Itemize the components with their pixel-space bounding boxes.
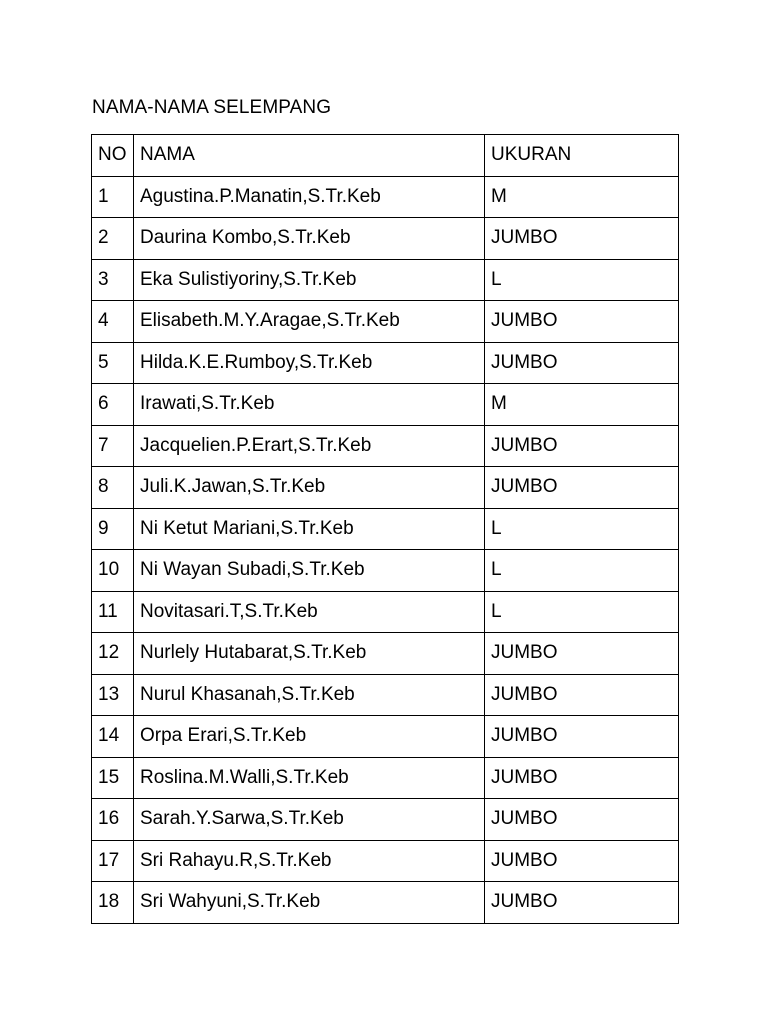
- header-no: NO: [92, 135, 134, 177]
- table-body: [92, 135, 679, 924]
- cell-ukuran: JUMBO: [485, 425, 679, 467]
- page-title: NAMA-NAMA SELEMPANG: [92, 97, 332, 118]
- table-row: [92, 259, 679, 301]
- cell-nama: Daurina Kombo,S.Tr.Keb: [134, 218, 485, 260]
- cell-no: 14: [92, 716, 134, 758]
- cell-no: 11: [92, 591, 134, 633]
- cell-nama: Hilda.K.E.Rumboy,S.Tr.Keb: [134, 342, 485, 384]
- cell-no: 15: [92, 757, 134, 799]
- cell-nama: Agustina.P.Manatin,S.Tr.Keb: [134, 176, 485, 218]
- cell-ukuran: JUMBO: [485, 757, 679, 799]
- cell-ukuran: JUMBO: [485, 799, 679, 841]
- cell-nama: Novitasari.T,S.Tr.Keb: [134, 591, 485, 633]
- cell-ukuran: M: [485, 384, 679, 426]
- cell-ukuran: M: [485, 176, 679, 218]
- cell-nama: Orpa Erari,S.Tr.Keb: [134, 716, 485, 758]
- cell-no: 18: [92, 882, 134, 924]
- table-row: [92, 467, 679, 509]
- table-row: [92, 716, 679, 758]
- header-nama: NAMA: [134, 135, 485, 177]
- cell-nama: Eka Sulistiyoriny,S.Tr.Keb: [134, 259, 485, 301]
- table-row: [92, 757, 679, 799]
- table-row: [92, 384, 679, 426]
- cell-no: 4: [92, 301, 134, 343]
- header-ukuran: UKURAN: [485, 135, 679, 177]
- cell-ukuran: L: [485, 550, 679, 592]
- cell-nama: Elisabeth.M.Y.Aragae,S.Tr.Keb: [134, 301, 485, 343]
- table-row: [92, 425, 679, 467]
- table-header-row: [92, 135, 679, 177]
- cell-nama: Sri Rahayu.R,S.Tr.Keb: [134, 840, 485, 882]
- cell-nama: Ni Ketut Mariani,S.Tr.Keb: [134, 508, 485, 550]
- cell-nama: Nurul Khasanah,S.Tr.Keb: [134, 674, 485, 716]
- cell-ukuran: JUMBO: [485, 218, 679, 260]
- cell-ukuran: JUMBO: [485, 674, 679, 716]
- cell-no: 8: [92, 467, 134, 509]
- table-row: [92, 633, 679, 675]
- cell-ukuran: JUMBO: [485, 342, 679, 384]
- cell-nama: Ni Wayan Subadi,S.Tr.Keb: [134, 550, 485, 592]
- cell-ukuran: JUMBO: [485, 301, 679, 343]
- cell-no: 5: [92, 342, 134, 384]
- cell-ukuran: L: [485, 591, 679, 633]
- cell-nama: Nurlely Hutabarat,S.Tr.Keb: [134, 633, 485, 675]
- table-row: [92, 550, 679, 592]
- cell-ukuran: JUMBO: [485, 840, 679, 882]
- selempang-table: [91, 134, 679, 924]
- cell-no: 6: [92, 384, 134, 426]
- table-row: [92, 799, 679, 841]
- table-row: [92, 840, 679, 882]
- table-row: [92, 882, 679, 924]
- cell-no: 16: [92, 799, 134, 841]
- cell-nama: Sarah.Y.Sarwa,S.Tr.Keb: [134, 799, 485, 841]
- table-row: [92, 342, 679, 384]
- table-row: [92, 591, 679, 633]
- cell-no: 9: [92, 508, 134, 550]
- cell-nama: Sri Wahyuni,S.Tr.Keb: [134, 882, 485, 924]
- cell-no: 13: [92, 674, 134, 716]
- cell-no: 7: [92, 425, 134, 467]
- cell-no: 3: [92, 259, 134, 301]
- cell-no: 1: [92, 176, 134, 218]
- table-row: [92, 176, 679, 218]
- cell-ukuran: JUMBO: [485, 716, 679, 758]
- cell-nama: Jacquelien.P.Erart,S.Tr.Keb: [134, 425, 485, 467]
- table-row: [92, 218, 679, 260]
- cell-nama: Juli.K.Jawan,S.Tr.Keb: [134, 467, 485, 509]
- cell-nama: Irawati,S.Tr.Keb: [134, 384, 485, 426]
- cell-ukuran: L: [485, 508, 679, 550]
- cell-no: 17: [92, 840, 134, 882]
- cell-no: 12: [92, 633, 134, 675]
- table-row: [92, 301, 679, 343]
- cell-ukuran: JUMBO: [485, 882, 679, 924]
- cell-ukuran: JUMBO: [485, 633, 679, 675]
- cell-ukuran: L: [485, 259, 679, 301]
- cell-nama: Roslina.M.Walli,S.Tr.Keb: [134, 757, 485, 799]
- cell-ukuran: JUMBO: [485, 467, 679, 509]
- cell-no: 2: [92, 218, 134, 260]
- cell-no: 10: [92, 550, 134, 592]
- table-row: [92, 508, 679, 550]
- table-row: [92, 674, 679, 716]
